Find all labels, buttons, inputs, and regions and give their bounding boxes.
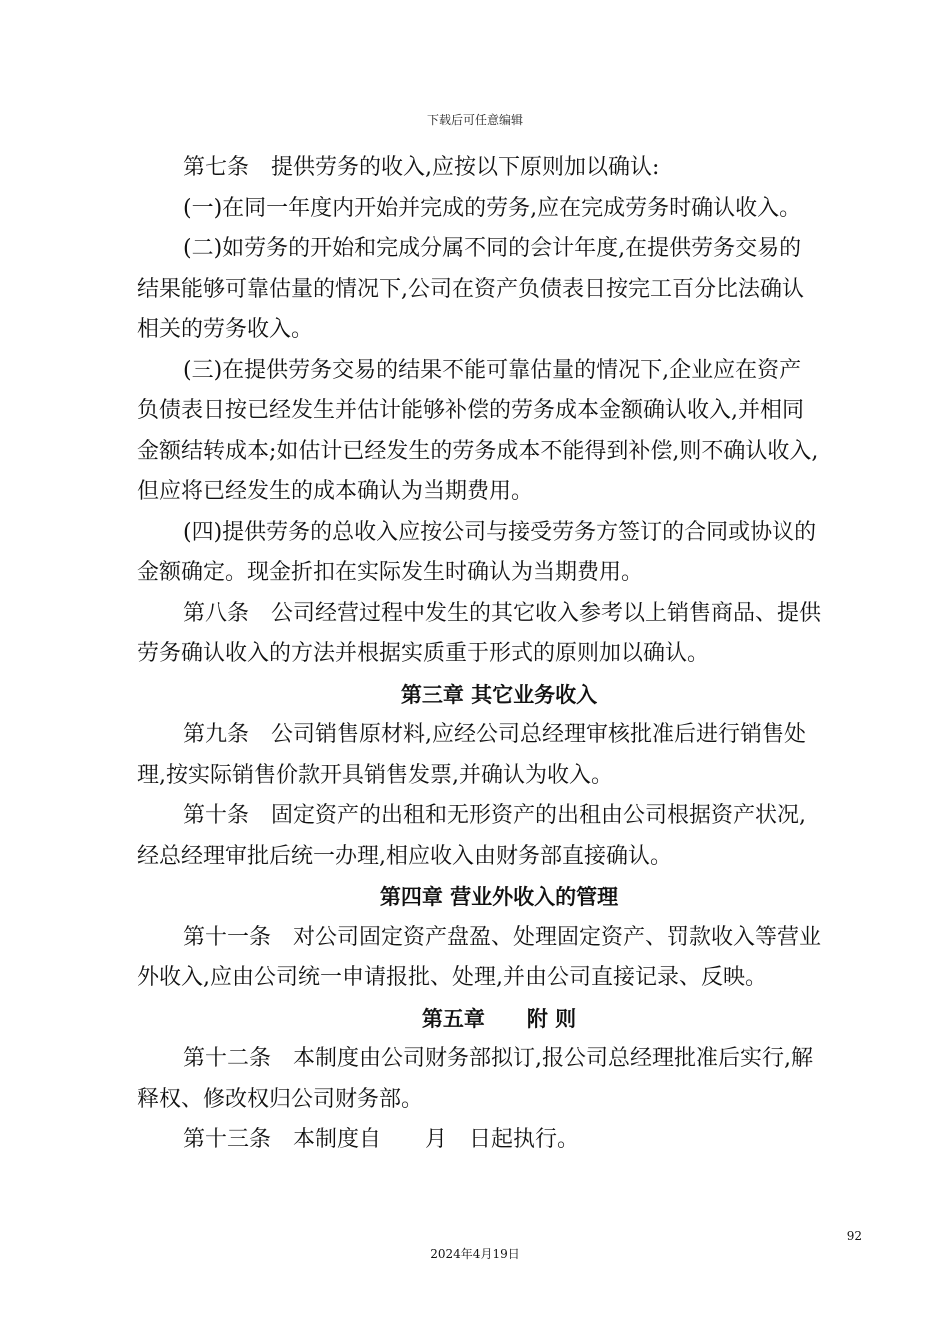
article-7-item-4-line-1: (四)提供劳务的总收入应按公司与接受劳务方签订的合同或协议的 <box>183 519 817 545</box>
document-body <box>137 148 861 1161</box>
article-9-line-1: 第九条 公司销售原材料,应经公司总经理审核批准后进行销售处 <box>183 722 806 747</box>
article-7-item-2-line-3: 相关的劳务收入。 <box>137 317 314 342</box>
chapter-3-heading: 第三章 其它业务收入 <box>400 682 598 707</box>
article-11-line-2: 外收入,应由公司统一申请报批、处理,并由公司直接记录、反映。 <box>137 965 767 990</box>
chapter-4-heading: 第四章 营业外收入的管理 <box>379 885 619 909</box>
page-header: 下载后可任意编辑 <box>426 113 523 127</box>
article-7: 第七条 提供劳务的收入,应按以下原则加以确认: <box>183 155 660 180</box>
article-7-item-3-line-1: (三)在提供劳务交易的结果不能可靠估量的情况下,企业应在资产 <box>183 357 802 383</box>
article-10-line-1: 第十条 固定资产的出租和无形资产的出租由公司根据资产状况, <box>183 803 806 828</box>
article-12-line-1: 第十二条 本制度由公司财务部拟订,报公司总经理批准后实行,解 <box>183 1046 813 1071</box>
article-7-item-3-line-2: 负债表日按已经发生并估计能够补偿的劳务成本金额确认收入,并相同 <box>137 398 804 423</box>
article-7-item-3-line-3: 金额结转成本;如估计已经发生的劳务成本不能得到补偿,则不确认收入, <box>137 438 819 464</box>
article-10-line-2: 经总经理审批后统一办理,相应收入由财务部直接确认。 <box>137 843 672 869</box>
article-7-item-4-line-2: 金额确定。现金折扣在实际发生时确认为当期费用。 <box>137 560 644 585</box>
article-8-line-2: 劳务确认收入的方法并根据实质重于形式的原则加以确认。 <box>137 641 710 666</box>
page-number: 92 <box>846 1229 862 1243</box>
article-9-line-2: 理,按实际销售价款开具销售发票,并确认为收入。 <box>137 762 613 788</box>
footer-date: 2024年4月19日 <box>430 1247 520 1261</box>
chapter-5-heading: 第五章 附 则 <box>421 1006 577 1031</box>
article-7-item-3-line-4: 但应将已经发生的成本确认为当期费用。 <box>137 479 534 504</box>
article-8-line-1: 第八条 公司经营过程中发生的其它收入参考以上销售商品、提供 <box>183 600 822 626</box>
article-7-item-2-line-2: 结果能够可靠估量的情况下,公司在资产负债表日按完工百分比法确认 <box>137 276 804 302</box>
article-13: 第十三条 本制度自 月 日起执行。 <box>183 1127 580 1152</box>
article-11-line-1: 第十一条 对公司固定资产盘盈、处理固定资产、罚款收入等营业 <box>183 924 822 950</box>
article-7-item-2-line-1: (二)如劳务的开始和完成分属不同的会计年度,在提供劳务交易的 <box>183 236 802 261</box>
article-12-line-2: 释权、修改权归公司财务部。 <box>137 1086 424 1112</box>
article-7-item-1: (一)在同一年度内开始并完成的劳务,应在完成劳务时确认收入。 <box>183 195 802 221</box>
